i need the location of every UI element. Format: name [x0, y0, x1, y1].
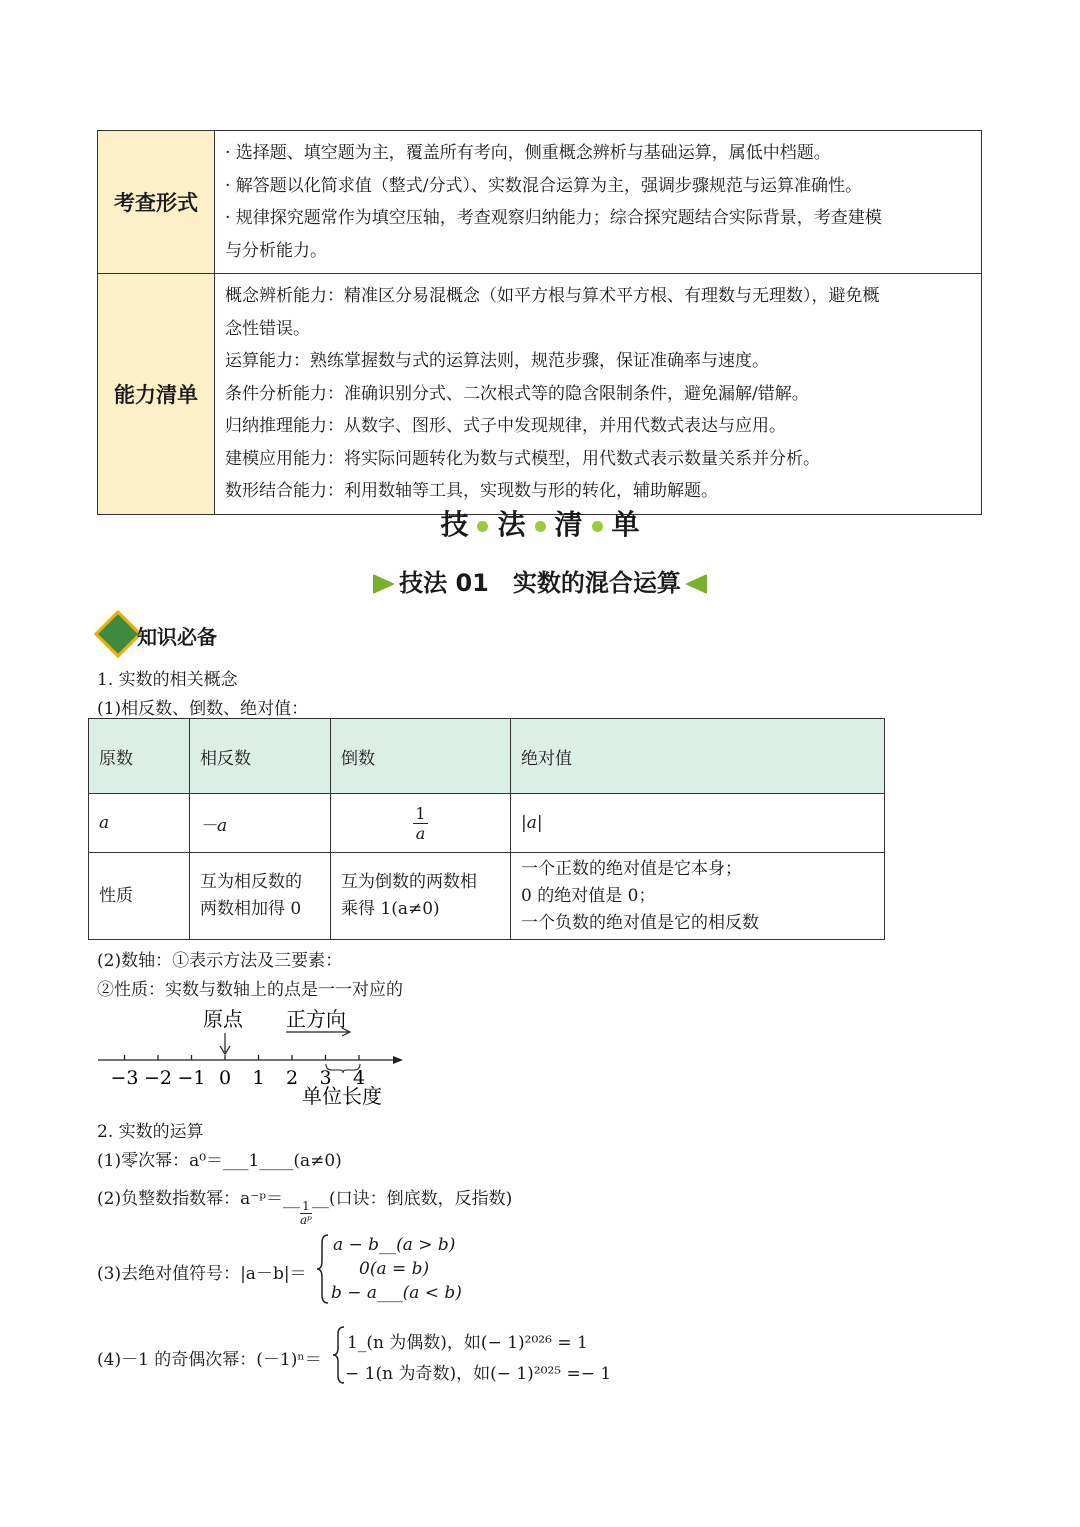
header-cell: 相反数 — [190, 719, 331, 794]
technique-title-text: 技法 01 实数的混合运算 — [399, 569, 681, 597]
fraction — [413, 804, 427, 843]
sub-heading: (1)相反数、倒数、绝对值： — [97, 699, 309, 719]
content-line: · 选择题、填空题为主，覆盖所有考向，侧重概念辨析与基础运算，属低中档题。 — [225, 143, 831, 163]
arrow-left-icon — [685, 574, 707, 594]
parity-case: − 1(n 为奇数)，如(− 1)²⁰²⁵ =− 1 — [345, 1364, 612, 1384]
header-cell: 原数 — [89, 719, 190, 794]
abs-case: 0(a = b) — [359, 1259, 430, 1279]
cell-line: 乘得 1(a≠0) — [341, 899, 440, 919]
content-line: · 解答题以化简求值（整式/分式）、实数混合运算为主，强调步骤规范与运算准确性。 — [225, 175, 863, 196]
content-line: 建模应用能力：将实际问题转化为数与式模型，用代数式表示数量关系并分析。 — [225, 448, 820, 469]
fraction-denominator: a — [415, 823, 426, 843]
green-dot-icon — [535, 521, 546, 532]
abs-rule-prefix: (3)去绝对值符号：|a－b|＝ — [97, 1264, 307, 1284]
tick-label: 4 — [352, 1067, 366, 1089]
tick-label: 2 — [285, 1067, 299, 1089]
cell-line: 互为相反数的 — [200, 872, 302, 892]
tick-label: −3 — [110, 1067, 139, 1089]
section-title — [0, 503, 1080, 543]
cell-reciprocal — [331, 794, 511, 853]
unit-label: 单位长度 — [302, 1084, 382, 1108]
cell-line: 一个负数的绝对值是它的相反数 — [521, 912, 759, 933]
cell-absolute: |a| — [511, 794, 885, 853]
table-header-row — [89, 719, 885, 794]
table-row — [89, 794, 885, 853]
concept-table — [88, 718, 885, 940]
title-char: 法 — [497, 508, 526, 541]
arrow-right-icon — [373, 574, 395, 594]
exam-form-table — [97, 130, 982, 515]
zero-power-rule: (1)零次幂：a⁰＝___1____(a≠0) — [97, 1151, 342, 1171]
green-dot-icon — [477, 521, 488, 532]
cell-line: 互为倒数的两数相 — [341, 872, 477, 892]
table-row — [98, 131, 982, 274]
sub-heading: ②性质：实数与数轴上的点是一一对应的 — [97, 980, 403, 1000]
content-line: 条件分析能力：准确识别分式、二次根式等的隐含限制条件，避免漏解/错解。 — [225, 383, 809, 404]
exam-form-content — [215, 131, 982, 274]
title-char: 单 — [611, 508, 640, 541]
fraction — [300, 1200, 312, 1227]
section-heading: 2. 实数的运算 — [97, 1122, 204, 1142]
cell-property-absolute — [511, 853, 885, 940]
content-line: 运算能力：熟练掌握数与式的运算法则，规范步骤，保证准确率与速度。 — [225, 351, 769, 371]
cell-property-reciprocal — [331, 853, 511, 940]
title-char: 清 — [554, 508, 583, 541]
left-brace-icon — [316, 1233, 330, 1305]
left-brace-icon — [332, 1325, 346, 1385]
axis-arrow-icon — [393, 1056, 403, 1064]
cell-property-label: 性质 — [89, 853, 190, 940]
tick-label: −1 — [177, 1067, 206, 1089]
fraction-numerator: 1 — [415, 803, 426, 823]
number-line-diagram — [96, 1000, 416, 1110]
header-cell: 倒数 — [331, 719, 511, 794]
abs-case: b − a___(a < b) — [331, 1283, 462, 1303]
table-row — [98, 274, 982, 515]
tick-label: 0 — [218, 1067, 232, 1089]
cell-line: 两数相加得 0 — [200, 899, 302, 919]
content-line: 归纳推理能力：从数字、图形、式子中发现规律，并用代数式表达与应用。 — [225, 416, 786, 436]
ability-list-content — [215, 274, 982, 515]
sub-heading: (2)数轴：①表示方法及三要素： — [97, 951, 343, 971]
title-char: 技 — [440, 508, 469, 541]
tick-label: 1 — [252, 1067, 265, 1089]
abs-case: a − b__(a > b) — [333, 1235, 456, 1255]
row-label-ability-list: 能力清单 — [98, 274, 215, 515]
rule-suffix: __(口诀：倒底数，反指数) — [311, 1189, 513, 1209]
content-line: 概念辨析能力：精准区分易混概念（如平方根与算术平方根、有理数与无理数），避免概 — [225, 286, 880, 306]
origin-label: 原点 — [203, 1007, 243, 1031]
cell-line: 一个正数的绝对值是它本身； — [521, 858, 742, 879]
technique-title — [0, 563, 1080, 598]
rule-prefix: (2)负整数指数幂：a⁻ᵖ＝__ — [97, 1189, 300, 1209]
cell-original: a — [89, 794, 190, 853]
parity-rule-prefix: (4)－1 的奇偶次幂：(－1)ⁿ＝ — [97, 1350, 322, 1370]
section-heading: 1. 实数的相关概念 — [97, 670, 238, 690]
table-row — [89, 853, 885, 940]
cell-opposite: －a — [190, 794, 331, 853]
content-line: 念性错误。 — [225, 318, 310, 339]
negative-power-rule — [97, 1184, 512, 1227]
row-label-exam-form: 考查形式 — [98, 131, 215, 274]
header-cell: 绝对值 — [511, 719, 885, 794]
content-line: 与分析能力。 — [225, 240, 327, 261]
content-line: 数形结合能力：利用数轴等工具，实现数与形的转化，辅助解题。 — [225, 481, 718, 501]
diamond-icon — [94, 610, 142, 658]
fraction-denominator: aᵖ — [300, 1213, 312, 1227]
cell-line: 0 的绝对值是 0； — [521, 885, 656, 906]
green-dot-icon — [592, 521, 603, 532]
parity-case: 1_(n 为偶数)，如(− 1)²⁰²⁶ = 1 — [347, 1333, 588, 1353]
direction-label: 正方向 — [286, 1007, 346, 1031]
content-line: · 规律探究题常作为填空压轴，考查观察归纳能力；综合探究题结合实际背景，考查建模 — [225, 208, 882, 228]
knowledge-label: 知识必备 — [137, 625, 217, 649]
cell-property-opposite — [190, 853, 331, 940]
tick-label: 3 — [319, 1067, 332, 1089]
tick-label: −2 — [143, 1067, 173, 1089]
fraction-numerator: 1 — [302, 1199, 310, 1213]
